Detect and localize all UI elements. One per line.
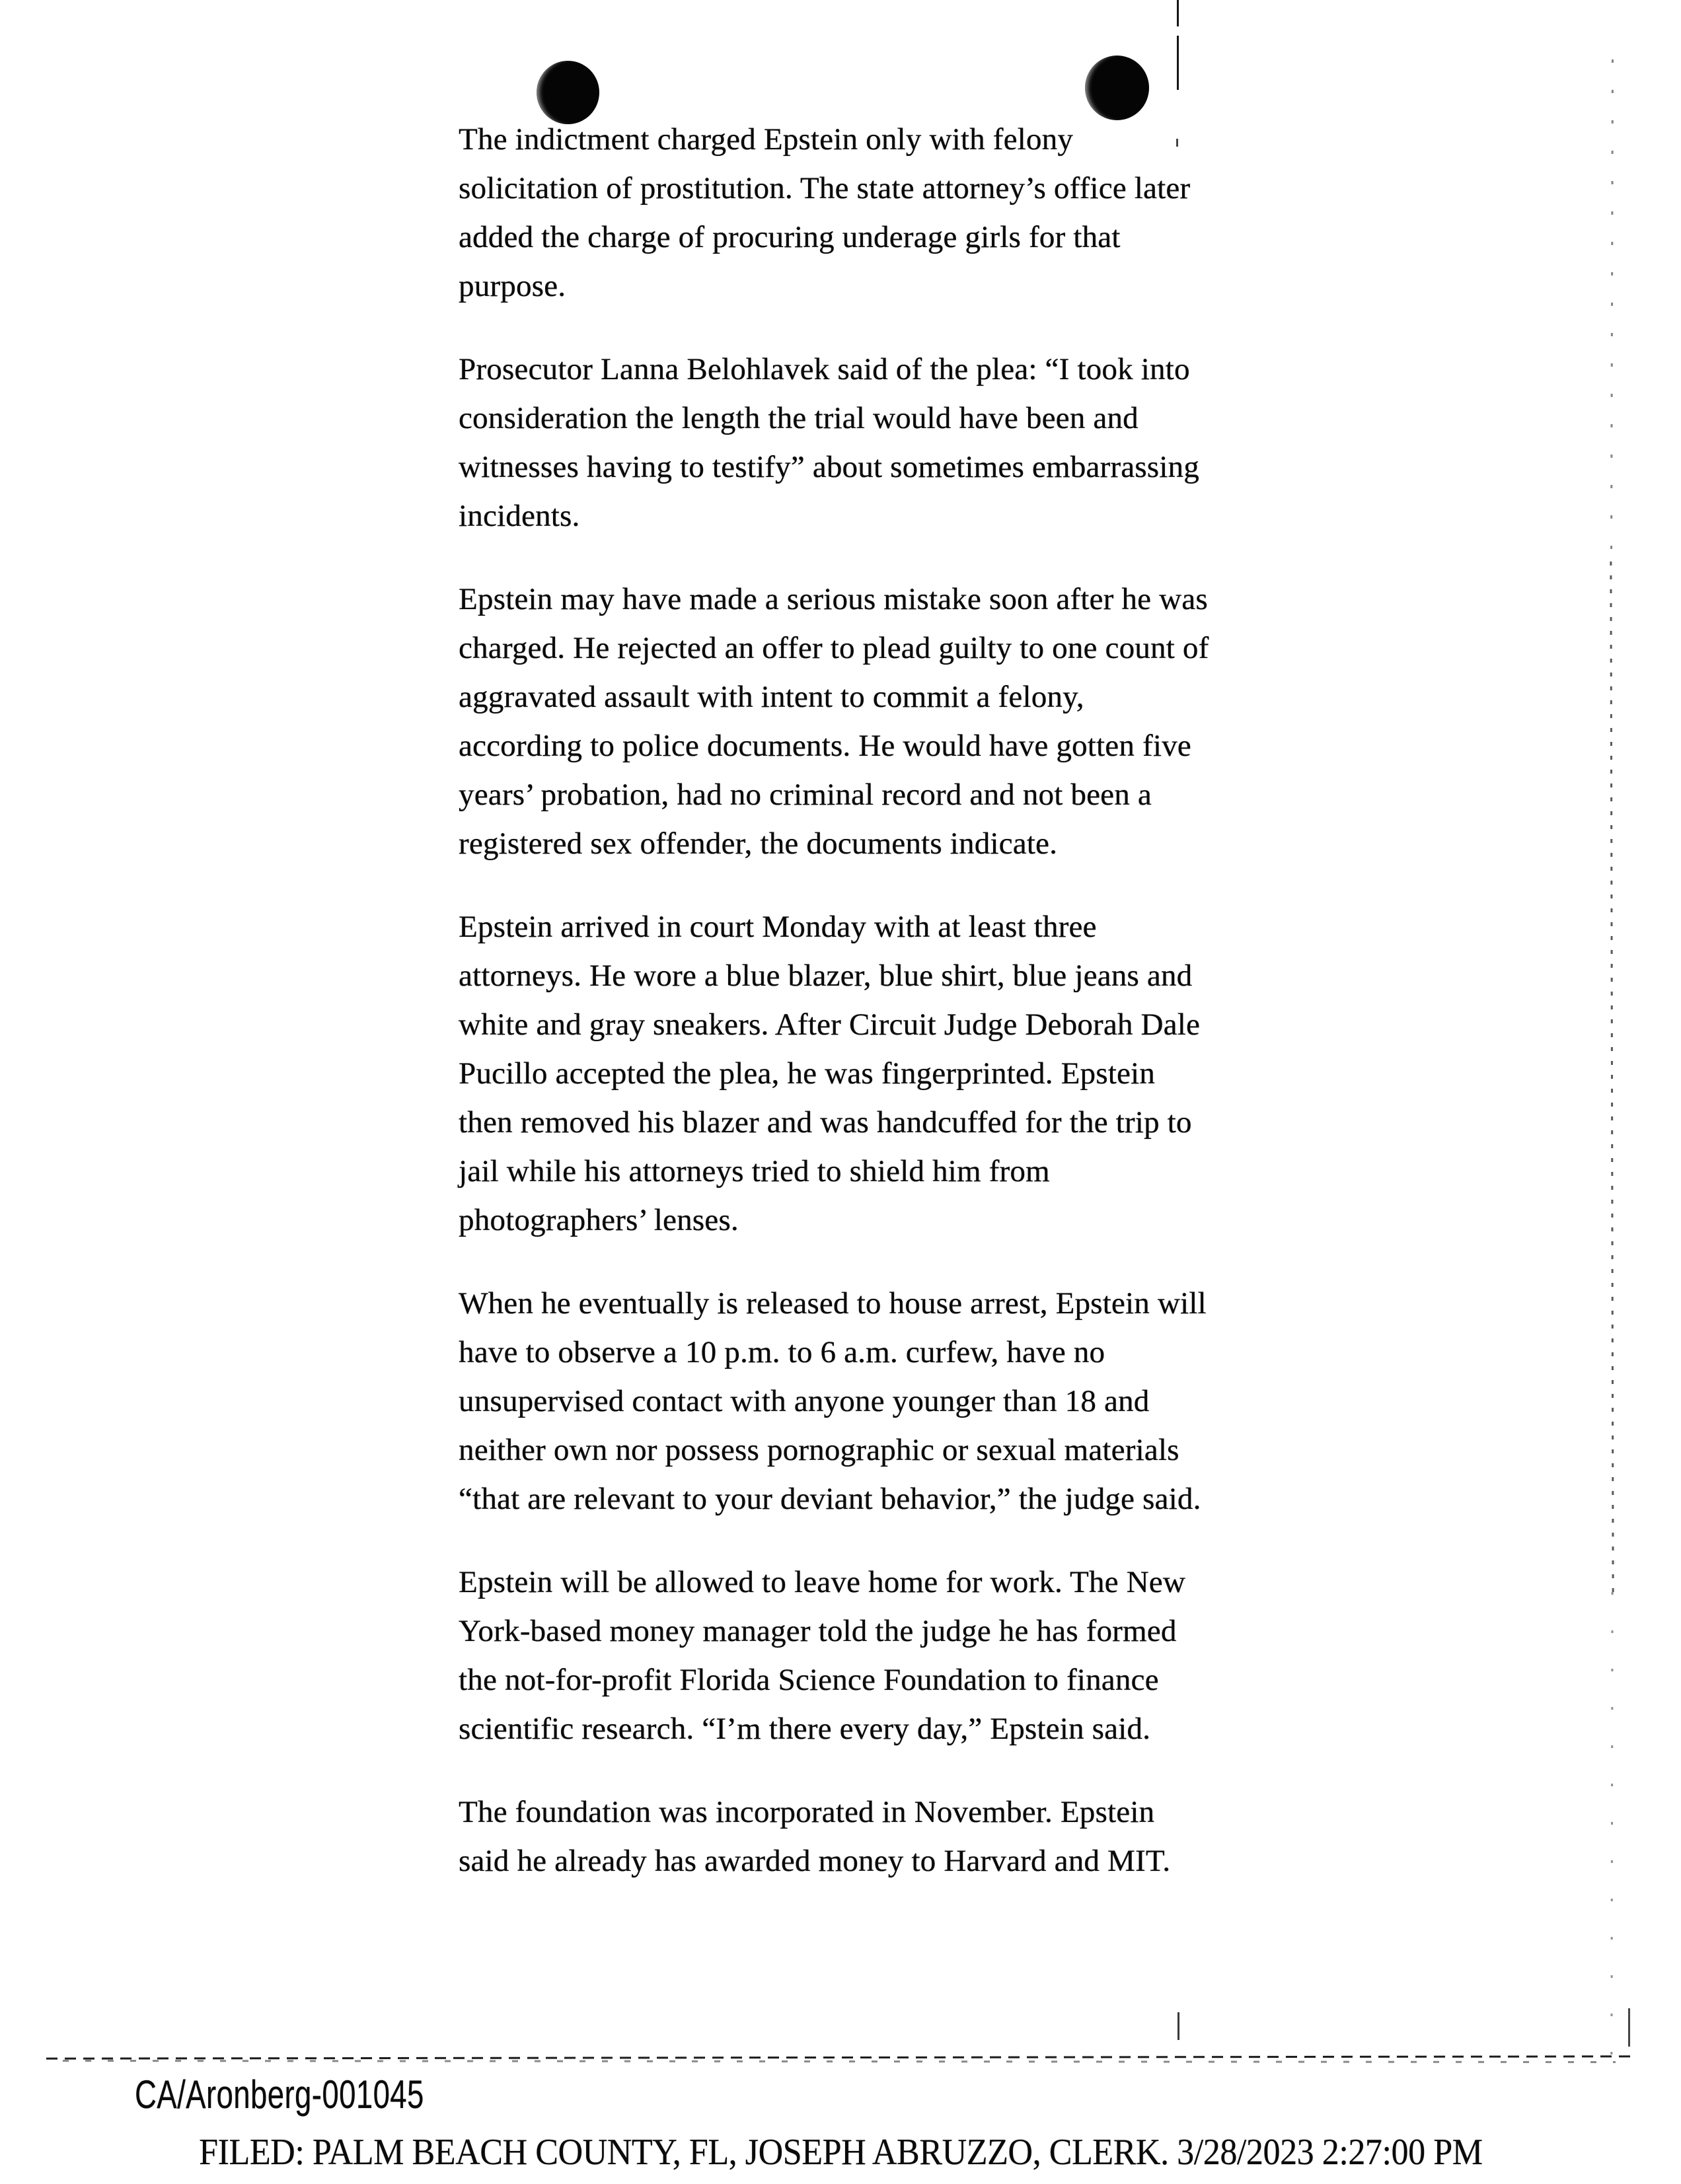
text-line: added the charge of procuring underage girls for that — [459, 220, 1121, 254]
paragraph — [459, 1279, 1291, 1523]
paragraph — [459, 1788, 1291, 1885]
text-line: unsupervised contact with anyone younger than 18 and — [459, 1384, 1150, 1418]
text-line: scientific research. “I’m there every day,” Epstein said. — [459, 1712, 1151, 1746]
text-line: When he eventually is released to house arrest, Epstein will — [459, 1286, 1207, 1321]
text-line: incidents. — [459, 499, 580, 533]
paragraph — [459, 115, 1291, 310]
scan-noise-dotted-column — [1610, 1592, 1613, 2055]
paragraph — [459, 1558, 1291, 1753]
text-line: according to police documents. He would have gotten five — [459, 729, 1191, 763]
scan-noise-dotted-column — [1610, 59, 1614, 562]
text-line: Epstein arrived in court Monday with at least three — [459, 910, 1097, 944]
text-line: said he already has awarded money to Harvard and MIT. — [459, 1844, 1171, 1878]
text-line: photographers’ lenses. — [459, 1203, 739, 1237]
text-line: jail while his attorneys tried to shield him from — [459, 1154, 1050, 1188]
text-line: “that are relevant to your deviant behavior,” the judge said. — [459, 1482, 1201, 1516]
text-line: Pucillo accepted the plea, he was fingerprinted. Epstein — [459, 1056, 1155, 1091]
text-line: white and gray sneakers. After Circuit Judge Deborah Dale — [459, 1007, 1201, 1042]
text-line: charged. He rejected an offer to plead guilty to one count of — [459, 631, 1209, 665]
scan-noise-dotted-column — [1610, 562, 1614, 1592]
text-line: purpose. — [459, 269, 566, 303]
text-line: years’ probation, had no criminal record and not been a — [459, 778, 1152, 812]
text-line: the not-for-profit Florida Science Foundation to finance — [459, 1663, 1159, 1697]
bates-number: CA/Aronberg-001045 — [135, 2072, 424, 2117]
text-line: Epstein will be allowed to leave home for work. The New — [459, 1565, 1185, 1599]
paragraph — [459, 345, 1291, 540]
article-body — [459, 115, 1291, 1885]
scan-artifact-vertical-tick — [1628, 2008, 1630, 2047]
text-line: solicitation of prostitution. The state attorney’s office later — [459, 171, 1191, 205]
text-line: then removed his blazer and was handcuffed for the trip to — [459, 1105, 1192, 1140]
text-line: Prosecutor Lanna Belohlavek said of the plea: “I took into — [459, 352, 1190, 386]
hole-punch-dot-right-icon — [1085, 55, 1149, 120]
scan-noise-dashed-rule — [46, 2055, 1632, 2059]
scan-noise-dashed-rule — [63, 2060, 1616, 2063]
text-line: registered sex offender, the documents indicate. — [459, 826, 1058, 861]
text-line: consideration the length the trial would have been and — [459, 401, 1139, 435]
filed-stamp: FILED: PALM BEACH COUNTY, FL, JOSEPH ABRUZZO, CLERK. 3/28/2023 2:27:00 PM — [198, 2132, 1483, 2173]
text-line: attorneys. He wore a blue blazer, blue shirt, blue jeans and — [459, 959, 1193, 993]
text-line: neither own nor possess pornographic or sexual materials — [459, 1433, 1179, 1467]
text-line: The foundation was incorporated in November. Epstein — [459, 1795, 1155, 1829]
scan-artifact-vertical-line — [1177, 36, 1179, 90]
scan-artifact-vertical-line — [1177, 0, 1179, 26]
paragraph — [459, 575, 1291, 868]
text-line: York-based money manager told the judge he has formed — [459, 1614, 1177, 1648]
filed-stamp-row — [0, 2131, 1681, 2173]
text-line: witnesses having to testify” about sometimes embarrassing — [459, 450, 1199, 484]
text-line: Epstein may have made a serious mistake soon after he was — [459, 582, 1208, 616]
text-line: The indictment charged Epstein only with felony — [459, 122, 1074, 157]
text-line: have to observe a 10 p.m. to 6 a.m. curfew, have no — [459, 1335, 1105, 1369]
paragraph — [459, 902, 1291, 1245]
text-line: aggravated assault with intent to commit a felony, — [459, 680, 1084, 714]
scan-artifact-vertical-tick — [1177, 2012, 1179, 2040]
